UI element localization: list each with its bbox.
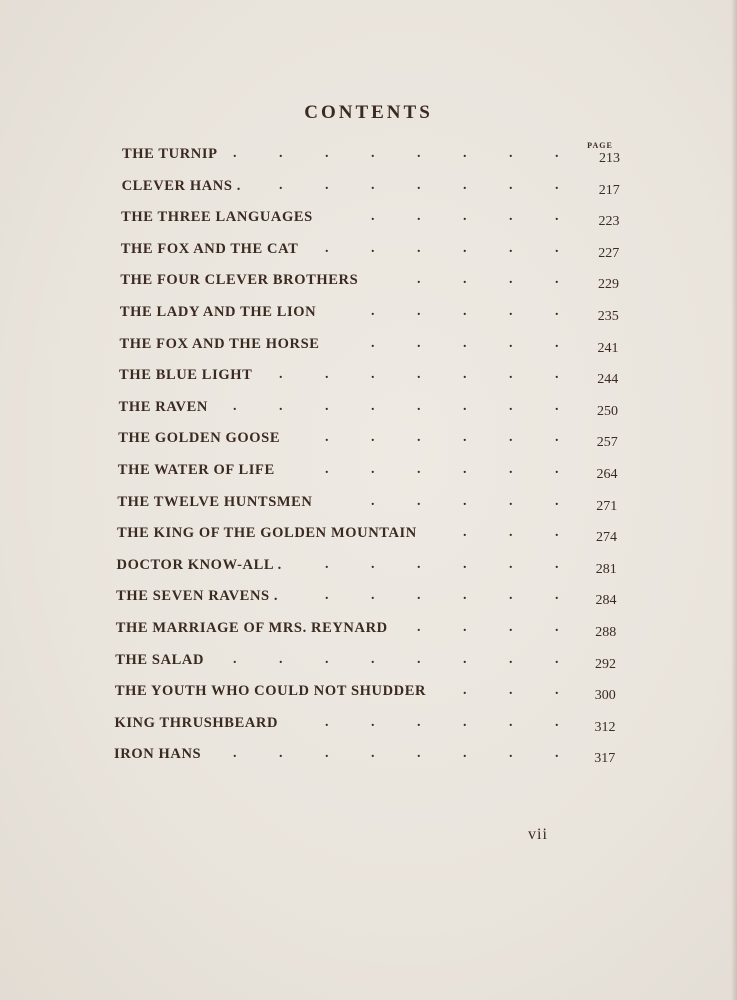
- toc-entry[interactable]: [0, 336, 737, 368]
- toc-entry-page: 227: [598, 245, 620, 261]
- toc-entry[interactable]: [0, 430, 737, 462]
- toc-entry-title: THE FOUR CLEVER BROTHERS: [120, 272, 359, 289]
- toc-entry-page: 274: [596, 530, 617, 546]
- dot-leader: . . . . . .: [325, 556, 559, 572]
- toc-entry[interactable]: [0, 367, 737, 399]
- toc-entry-page: 235: [597, 308, 619, 324]
- toc-entry[interactable]: [0, 462, 737, 494]
- toc-entry-title: KING THRUSHBEARD: [114, 714, 279, 731]
- dot-leader: . . . . .: [371, 303, 559, 319]
- dot-leader: . . .: [463, 683, 559, 699]
- dot-leader: . . . .: [417, 619, 559, 635]
- dot-leader: . . . . . . . .: [233, 746, 559, 762]
- dot-leader: . . . . .: [371, 209, 559, 225]
- toc-entry-page: 292: [595, 656, 616, 672]
- toc-entry-page: 223: [598, 214, 620, 230]
- toc-entry[interactable]: [0, 525, 737, 557]
- dot-leader: . . . . .: [371, 335, 559, 351]
- toc-entry[interactable]: [0, 746, 737, 778]
- toc-entry[interactable]: [0, 588, 737, 620]
- dot-leader: . . . . . .: [325, 588, 559, 604]
- toc-entry[interactable]: [0, 209, 737, 241]
- dot-leader: . . . . . . . .: [233, 146, 559, 161]
- dot-leader: . . . . . . .: [279, 177, 559, 193]
- toc-entry-page: 213: [599, 151, 620, 166]
- toc-entry-title: THE THREE LANGUAGES: [121, 209, 313, 226]
- toc-entry-title: THE MARRIAGE OF MRS. REYNARD: [115, 619, 388, 636]
- toc-entry-title: THE SALAD: [115, 651, 205, 668]
- toc-entry-page: 244: [597, 372, 619, 388]
- page-column-label: PAGE: [587, 141, 613, 150]
- toc-entry-page: 241: [597, 340, 619, 356]
- toc-entry-title: THE SEVEN RAVENS .: [116, 588, 279, 605]
- page-folio: vii: [528, 826, 548, 843]
- toc-entry-page: 217: [598, 182, 620, 198]
- toc-entry-title: THE LADY AND THE LION: [119, 303, 317, 320]
- toc-entry-title: DOCTOR KNOW-ALL .: [116, 556, 282, 573]
- dot-leader: . . . . . . . .: [233, 398, 559, 414]
- toc-entry-page: 250: [597, 403, 618, 419]
- toc-entry[interactable]: [0, 146, 737, 178]
- toc-entry-title: IRON HANS: [114, 746, 202, 763]
- toc-entry-title: THE TWELVE HUNTSMEN: [117, 493, 313, 510]
- dot-leader: . . . .: [417, 272, 559, 288]
- toc-entry[interactable]: [0, 683, 737, 715]
- toc-entry-title: THE FOX AND THE HORSE: [119, 335, 320, 352]
- toc-entry-page: 281: [595, 561, 617, 577]
- toc-entry-title: THE YOUTH WHO COULD NOT SHUDDER: [114, 683, 427, 700]
- contents-heading: CONTENTS: [304, 102, 433, 123]
- toc-entry-title: THE WATER OF LIFE: [117, 461, 275, 478]
- toc-entry-page: 264: [596, 466, 618, 482]
- dot-leader: . . .: [463, 525, 559, 541]
- dot-leader: . . . . . .: [325, 714, 559, 730]
- toc-entry-page: 284: [595, 593, 617, 609]
- toc-entry-page: 271: [596, 498, 618, 514]
- toc-entry-title: THE FOX AND THE CAT: [120, 240, 299, 257]
- toc-entry[interactable]: [0, 241, 737, 273]
- table-of-contents: [0, 146, 737, 778]
- dot-leader: . . . . .: [371, 493, 559, 509]
- toc-entry-title: THE KING OF THE GOLDEN MOUNTAIN: [116, 525, 417, 542]
- toc-entry-page: 317: [594, 751, 616, 767]
- toc-entry[interactable]: [0, 715, 737, 747]
- toc-entry-title: THE RAVEN: [118, 398, 208, 415]
- toc-entry-title: THE TURNIP: [122, 146, 218, 162]
- toc-entry[interactable]: [0, 494, 737, 526]
- toc-entry-page: 229: [598, 277, 619, 293]
- toc-entry-title: THE BLUE LIGHT: [119, 367, 253, 384]
- toc-entry[interactable]: [0, 620, 737, 652]
- toc-entry[interactable]: [0, 178, 737, 210]
- toc-entry-title: CLEVER HANS .: [121, 177, 241, 194]
- dot-leader: . . . . . .: [325, 461, 559, 477]
- toc-entry[interactable]: [0, 304, 737, 336]
- dot-leader: . . . . . .: [325, 240, 559, 256]
- dot-leader: . . . . . . . .: [233, 651, 559, 667]
- toc-entry[interactable]: [0, 652, 737, 684]
- toc-entry-page: 312: [594, 719, 616, 735]
- toc-entry[interactable]: [0, 399, 737, 431]
- toc-entry-page: 300: [594, 688, 616, 704]
- dot-leader: . . . . . . .: [279, 367, 559, 383]
- toc-entry-title: THE GOLDEN GOOSE: [118, 430, 281, 447]
- toc-entry[interactable]: [0, 557, 737, 589]
- toc-entry-page: 288: [595, 624, 617, 640]
- toc-entry-page: 257: [596, 435, 618, 451]
- dot-leader: . . . . . .: [325, 430, 559, 446]
- toc-entry[interactable]: [0, 272, 737, 304]
